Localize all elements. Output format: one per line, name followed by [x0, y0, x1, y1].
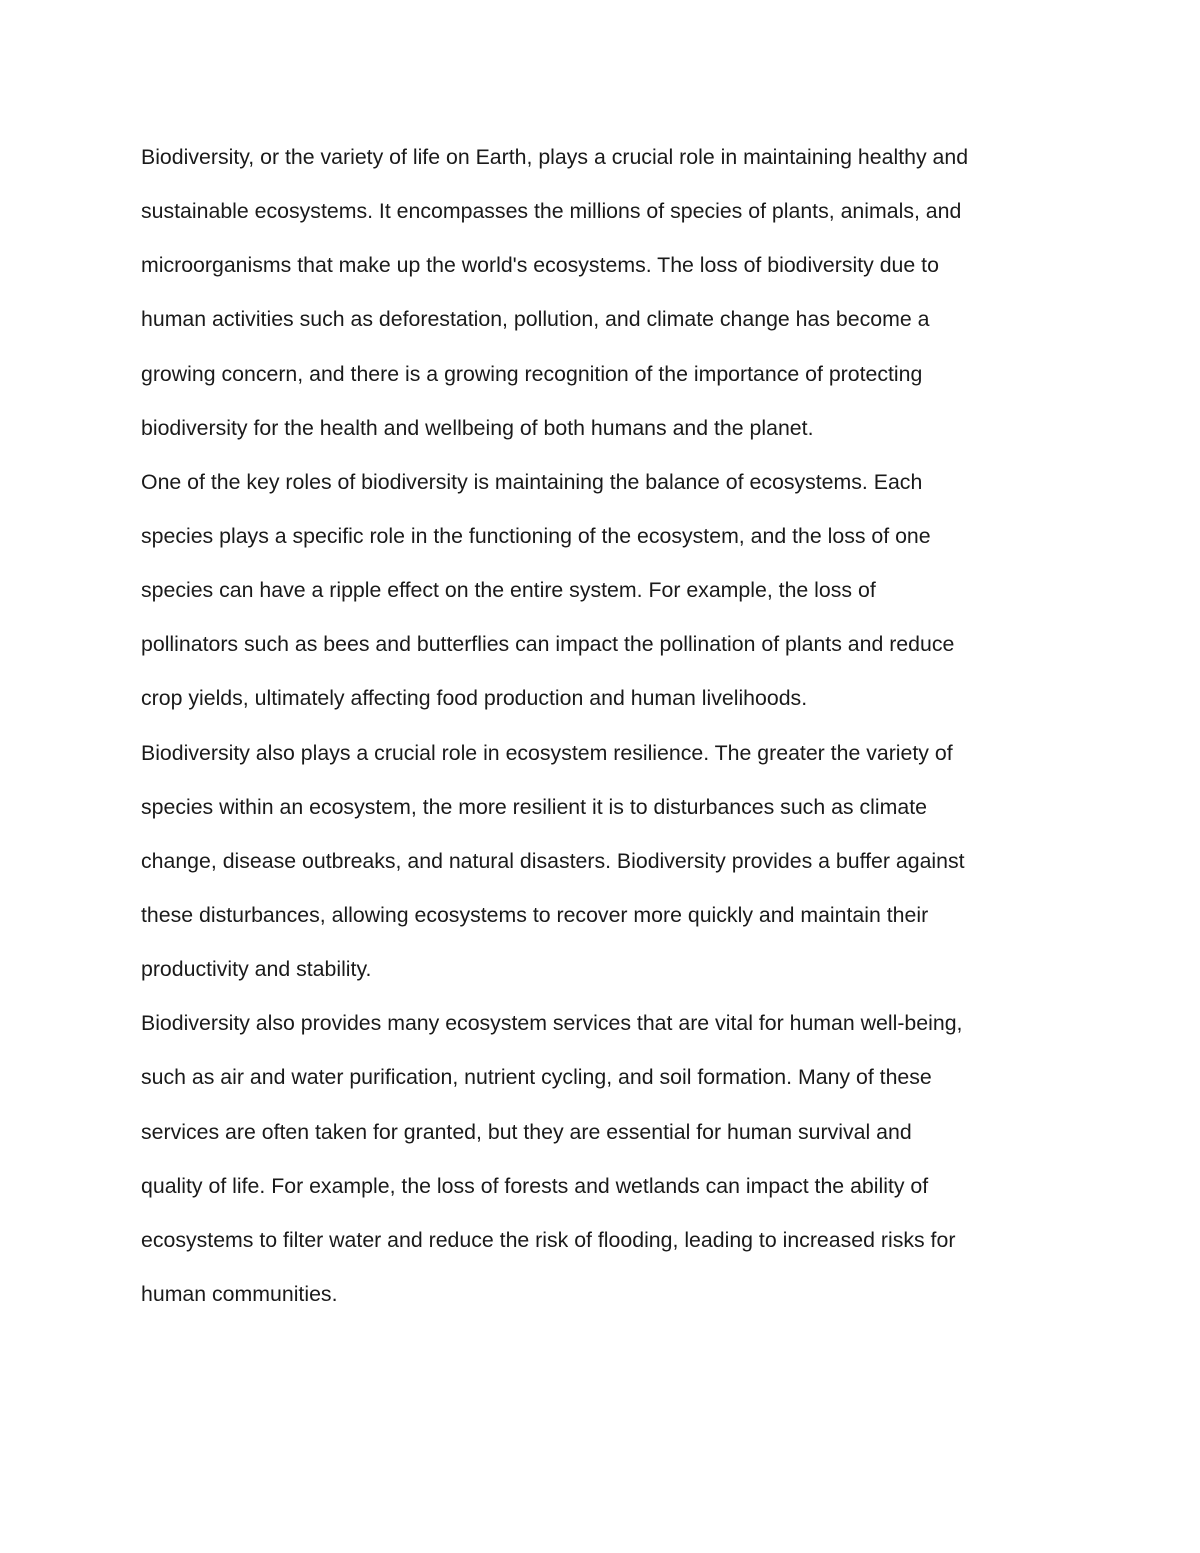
text-line: species can have a ripple effect on the entire system. For example, the loss of — [141, 578, 876, 603]
text-line: pollinators such as bees and butterflies can impact the pollination of plants and reduce — [141, 632, 955, 657]
text-line: quality of life. For example, the loss of forests and wetlands can impact the ability of — [141, 1173, 929, 1198]
paragraph-ecosystem-services — [141, 996, 1076, 1321]
text-line: these disturbances, allowing ecosystems to recover more quickly and maintain their — [141, 902, 929, 927]
text-line: human communities. — [141, 1281, 338, 1306]
text-line: sustainable ecosystems. It encompasses the millions of species of plants, animals, and — [141, 199, 962, 224]
paragraph-resilience — [141, 726, 1076, 997]
text-line: microorganisms that make up the world's ecosystems. The loss of biodiversity due to — [141, 253, 939, 278]
text-line: biodiversity for the health and wellbeing of both humans and the planet. — [141, 415, 814, 440]
text-line: species plays a specific role in the functioning of the ecosystem, and the loss of one — [141, 523, 931, 548]
document-body — [141, 130, 1076, 1321]
text-line: change, disease outbreaks, and natural disasters. Biodiversity provides a buffer against — [141, 848, 965, 873]
text-line: services are often taken for granted, but they are essential for human survival and — [141, 1119, 912, 1144]
text-line: Biodiversity also provides many ecosystem services that are vital for human well-being, — [141, 1011, 963, 1036]
text-line: One of the key roles of biodiversity is maintaining the balance of ecosystems. Each — [141, 469, 923, 494]
text-line: productivity and stability. — [141, 957, 372, 982]
text-line: Biodiversity, or the variety of life on Earth, plays a crucial role in maintaining healthy and — [141, 145, 969, 169]
paragraph-ecosystem-balance — [141, 455, 1076, 726]
text-line: crop yields, ultimately affecting food production and human livelihoods. — [141, 686, 808, 711]
paragraph-intro — [141, 130, 1076, 455]
text-line: species within an ecosystem, the more resilient it is to disturbances such as climate — [141, 794, 927, 819]
text-line: human activities such as deforestation, pollution, and climate change has become a — [141, 307, 930, 332]
text-line: such as air and water purification, nutrient cycling, and soil formation. Many of these — [141, 1065, 932, 1090]
text-line: growing concern, and there is a growing recognition of the importance of protecting — [141, 361, 923, 386]
text-line: ecosystems to filter water and reduce the risk of flooding, leading to increased risks for — [141, 1227, 956, 1252]
text-line: Biodiversity also plays a crucial role in ecosystem resilience. The greater the variety of — [141, 740, 953, 765]
